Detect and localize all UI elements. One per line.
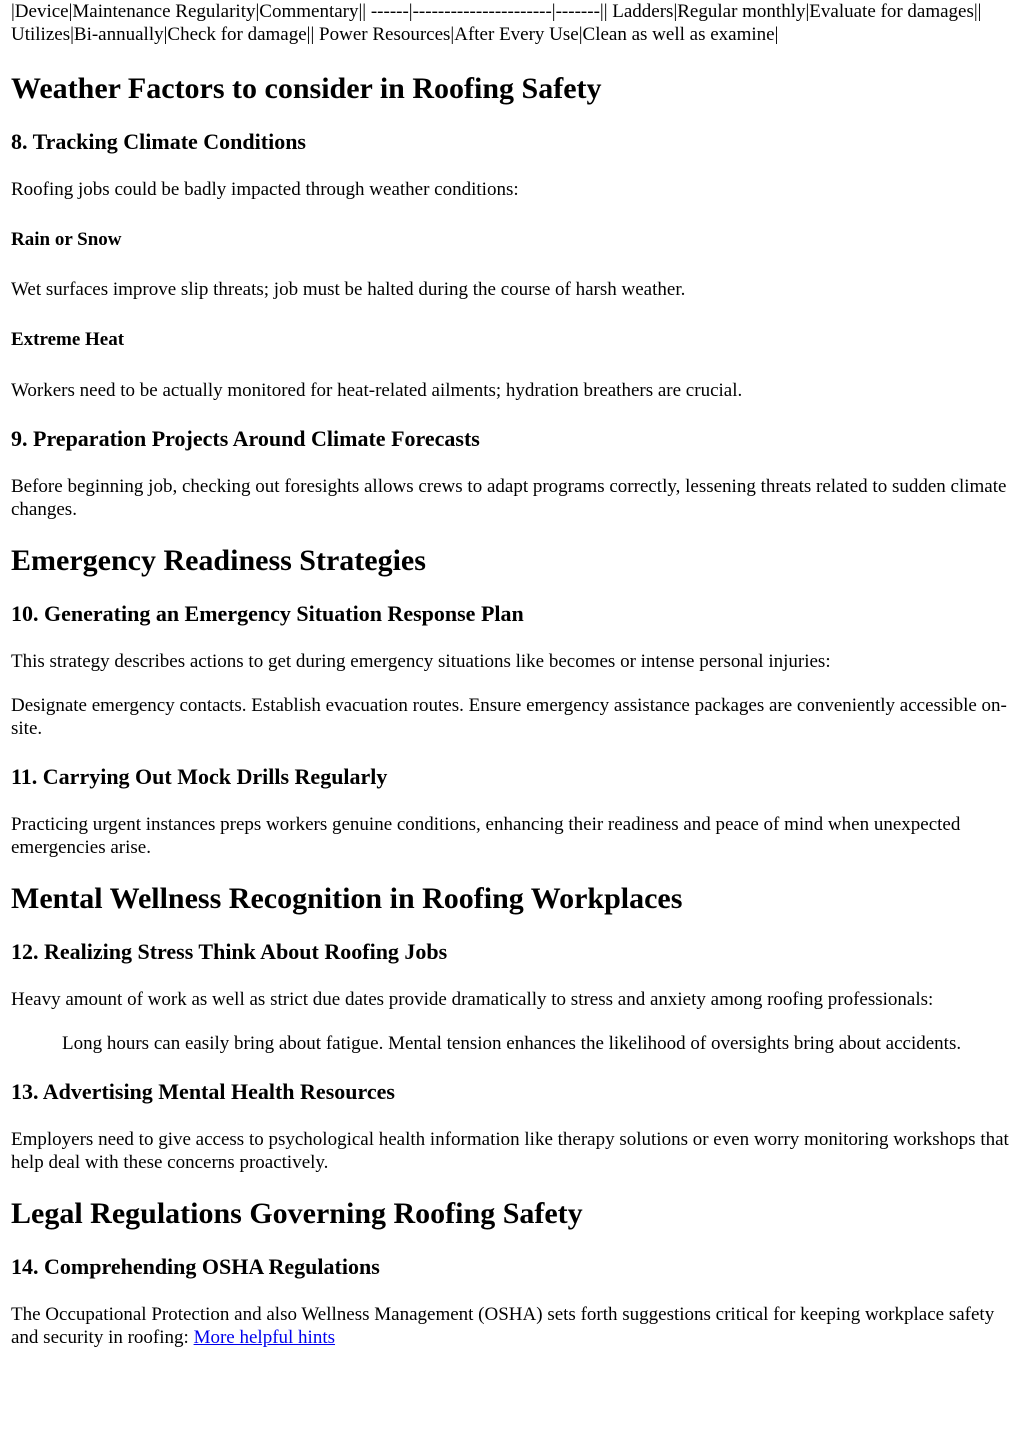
paragraph-extreme-heat: Workers need to be actually monitored for heat-related ailments; hydration breathers are crucial.: [11, 380, 743, 401]
heading-mental-health-resources: 13. Advertising Mental Health Resources: [11, 1079, 395, 1104]
heading-osha-regulations: 14. Comprehending OSHA Regulations: [11, 1254, 380, 1279]
paragraph-rain-snow: Wet surfaces improve slip threats; job must be halted during the course of harsh weather.: [11, 279, 686, 300]
paragraph-mock-drills: Practicing urgent instances preps workers genuine conditions, enhancing their readiness and peace of mind when unexpected emergencies arise.: [11, 814, 961, 858]
heading-extreme-heat: Extreme Heat: [11, 329, 125, 350]
maintenance-table-text: |Device|Maintenance Regularity|Commentary|| ------|----------------------|-------|| Ladders|Regular monthly|Evaluate for damages|| Utilizes|Bi-annually|Check for damage|| Power Resources|After Every Use|Clean as well as examine|: [11, 1, 982, 45]
heading-emergency-plan: 10. Generating an Emergency Situation Response Plan: [11, 601, 524, 626]
paragraph-weather-intro: Roofing jobs could be badly impacted through weather conditions:: [11, 179, 519, 200]
heading-preparation-forecasts: 9. Preparation Projects Around Climate Forecasts: [11, 426, 480, 451]
paragraph-emergency-intro: This strategy describes actions to get during emergency situations like becomes or intense personal injuries:: [11, 651, 831, 672]
paragraph-stress-intro: Heavy amount of work as well as strict due dates provide dramatically to stress and anxiety among roofing professionals:: [11, 989, 934, 1010]
heading-stress-factors: 12. Realizing Stress Think About Roofing Jobs: [11, 939, 448, 964]
heading-tracking-climate: 8. Tracking Climate Conditions: [11, 129, 306, 154]
section-title-weather: Weather Factors to consider in Roofing Safety: [11, 72, 602, 105]
paragraph-emergency-steps: Designate emergency contacts. Establish evacuation routes. Ensure emergency assistance packages are conveniently accessible on-site.: [11, 695, 1007, 739]
heading-rain-snow: Rain or Snow: [11, 229, 122, 250]
section-title-legal: Legal Regulations Governing Roofing Safety: [11, 1197, 583, 1230]
paragraph-mental-health-resources: Employers need to give access to psychological health information like therapy solutions or even worry monitoring workshops that help deal with these concerns proactively.: [11, 1129, 1009, 1173]
more-helpful-hints-link[interactable]: More helpful hints: [193, 1327, 336, 1348]
quote-stress-effects: Long hours can easily bring about fatigue. Mental tension enhances the likelihood of oversights bring about accidents.: [62, 1033, 962, 1054]
osha-text: The Occupational Protection and also Wellness Management (OSHA) sets forth suggestions critical for keeping workplace safety and security in roofing:: [11, 1304, 995, 1348]
paragraph-osha-regulations: [11, 1303, 1013, 1349]
heading-mock-drills: 11. Carrying Out Mock Drills Regularly: [11, 764, 388, 789]
section-title-mental: Mental Wellness Recognition in Roofing Workplaces: [11, 882, 683, 915]
paragraph-preparation-forecasts: Before beginning job, checking out foresights allows crews to adapt programs correctly, lessening threats related to sudden climate changes.: [11, 476, 1007, 520]
section-title-emergency: Emergency Readiness Strategies: [11, 544, 426, 577]
